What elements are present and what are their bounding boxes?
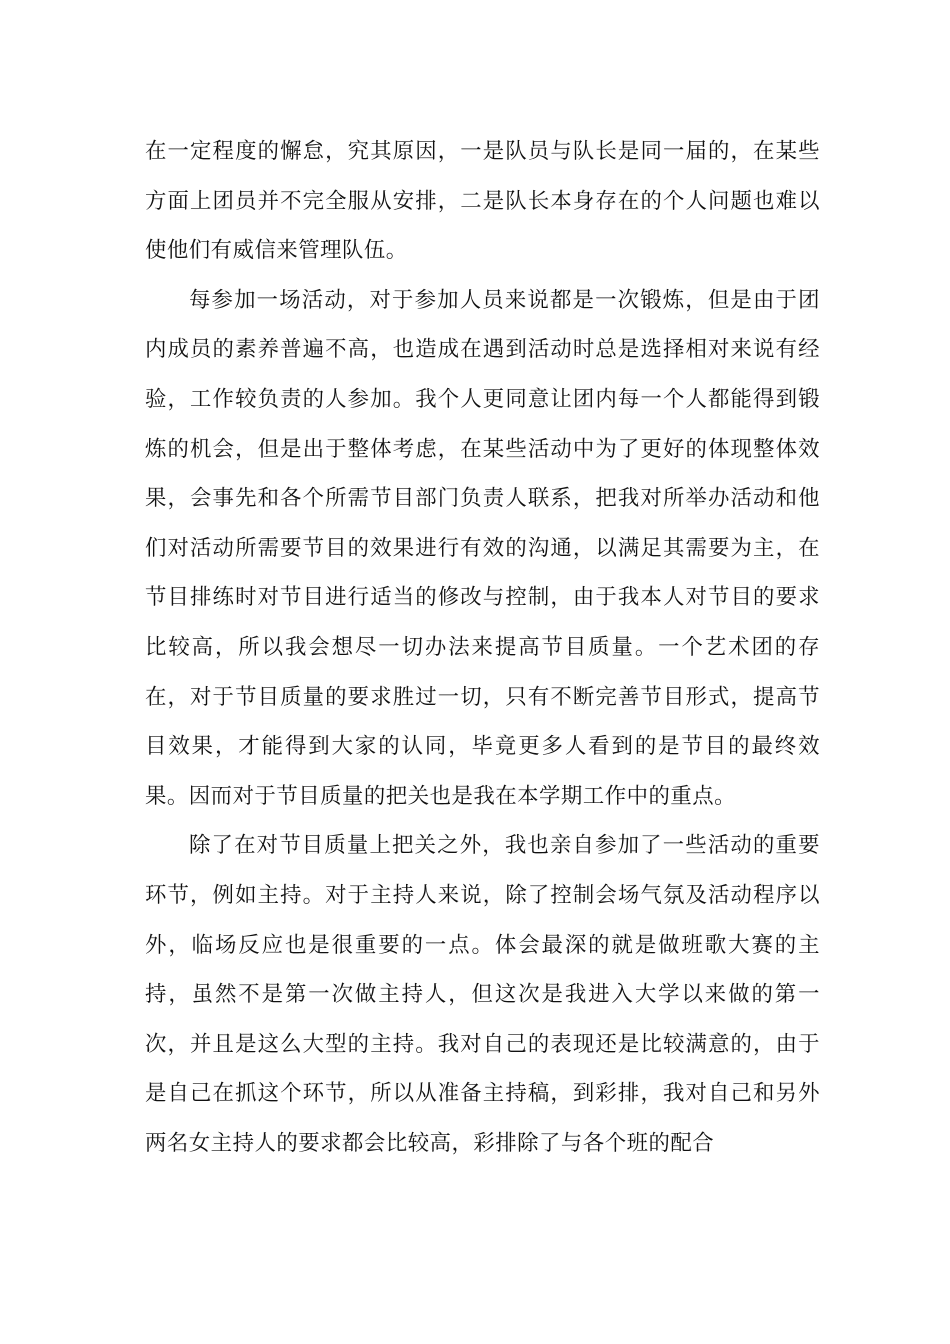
- paragraph-hosting: 除了在对节目质量上把关之外，我也亲自参加了一些活动的重要环节，例如主持。对于主持人来说，除了控制会场气氛及活动程序以外，临场反应也是很重要的一点。体会最深的就是做班歌大赛的主持，虽然不是第一次做主持人，但这次是我进入大学以来做的第一次，并且是这么大型的主持。我对自己的表现还是比较满意的，由于是自己在抓这个环节，所以从准备主持稿，到彩排，我对自己和另外两名女主持人的要求都会比较高，彩排除了与各个班的配合: [145, 833, 820, 1156]
- paragraph-activities: 每参加一场活动，对于参加人员来说都是一次锻炼，但是由于团内成员的素养普遍不高，也造成在遇到活动时总是选择相对来说有经验，工作较负责的人参加。我个人更同意让团内每一个人都能得到锻炼的机会，但是出于整体考虑，在某些活动中为了更好的体现整体效果，会事先和各个所需节目部门负责人联系，把我对所举办活动和他们对活动所需要节目的效果进行有效的沟通，以满足其需要为主，在节目排练时对节目进行适当的修改与控制，由于我本人对节目的要求比较高，所以我会想尽一切办法来提高节目质量。一个艺术团的存在，对于节目质量的要求胜过一切，只有不断完善节目形式，提高节目效果，才能得到大家的认同，毕竟更多人看到的是节目的最终效果。因而对于节目质量的把关也是我在本学期工作中的重点。: [145, 287, 820, 809]
- paragraph-continuation: 在一定程度的懈怠，究其原因，一是队员与队长是同一届的，在某些方面上团员并不完全服从安排，二是队长本身存在的个人问题也难以使他们有威信来管理队伍。: [145, 139, 820, 264]
- document-page: [145, 127, 820, 1168]
